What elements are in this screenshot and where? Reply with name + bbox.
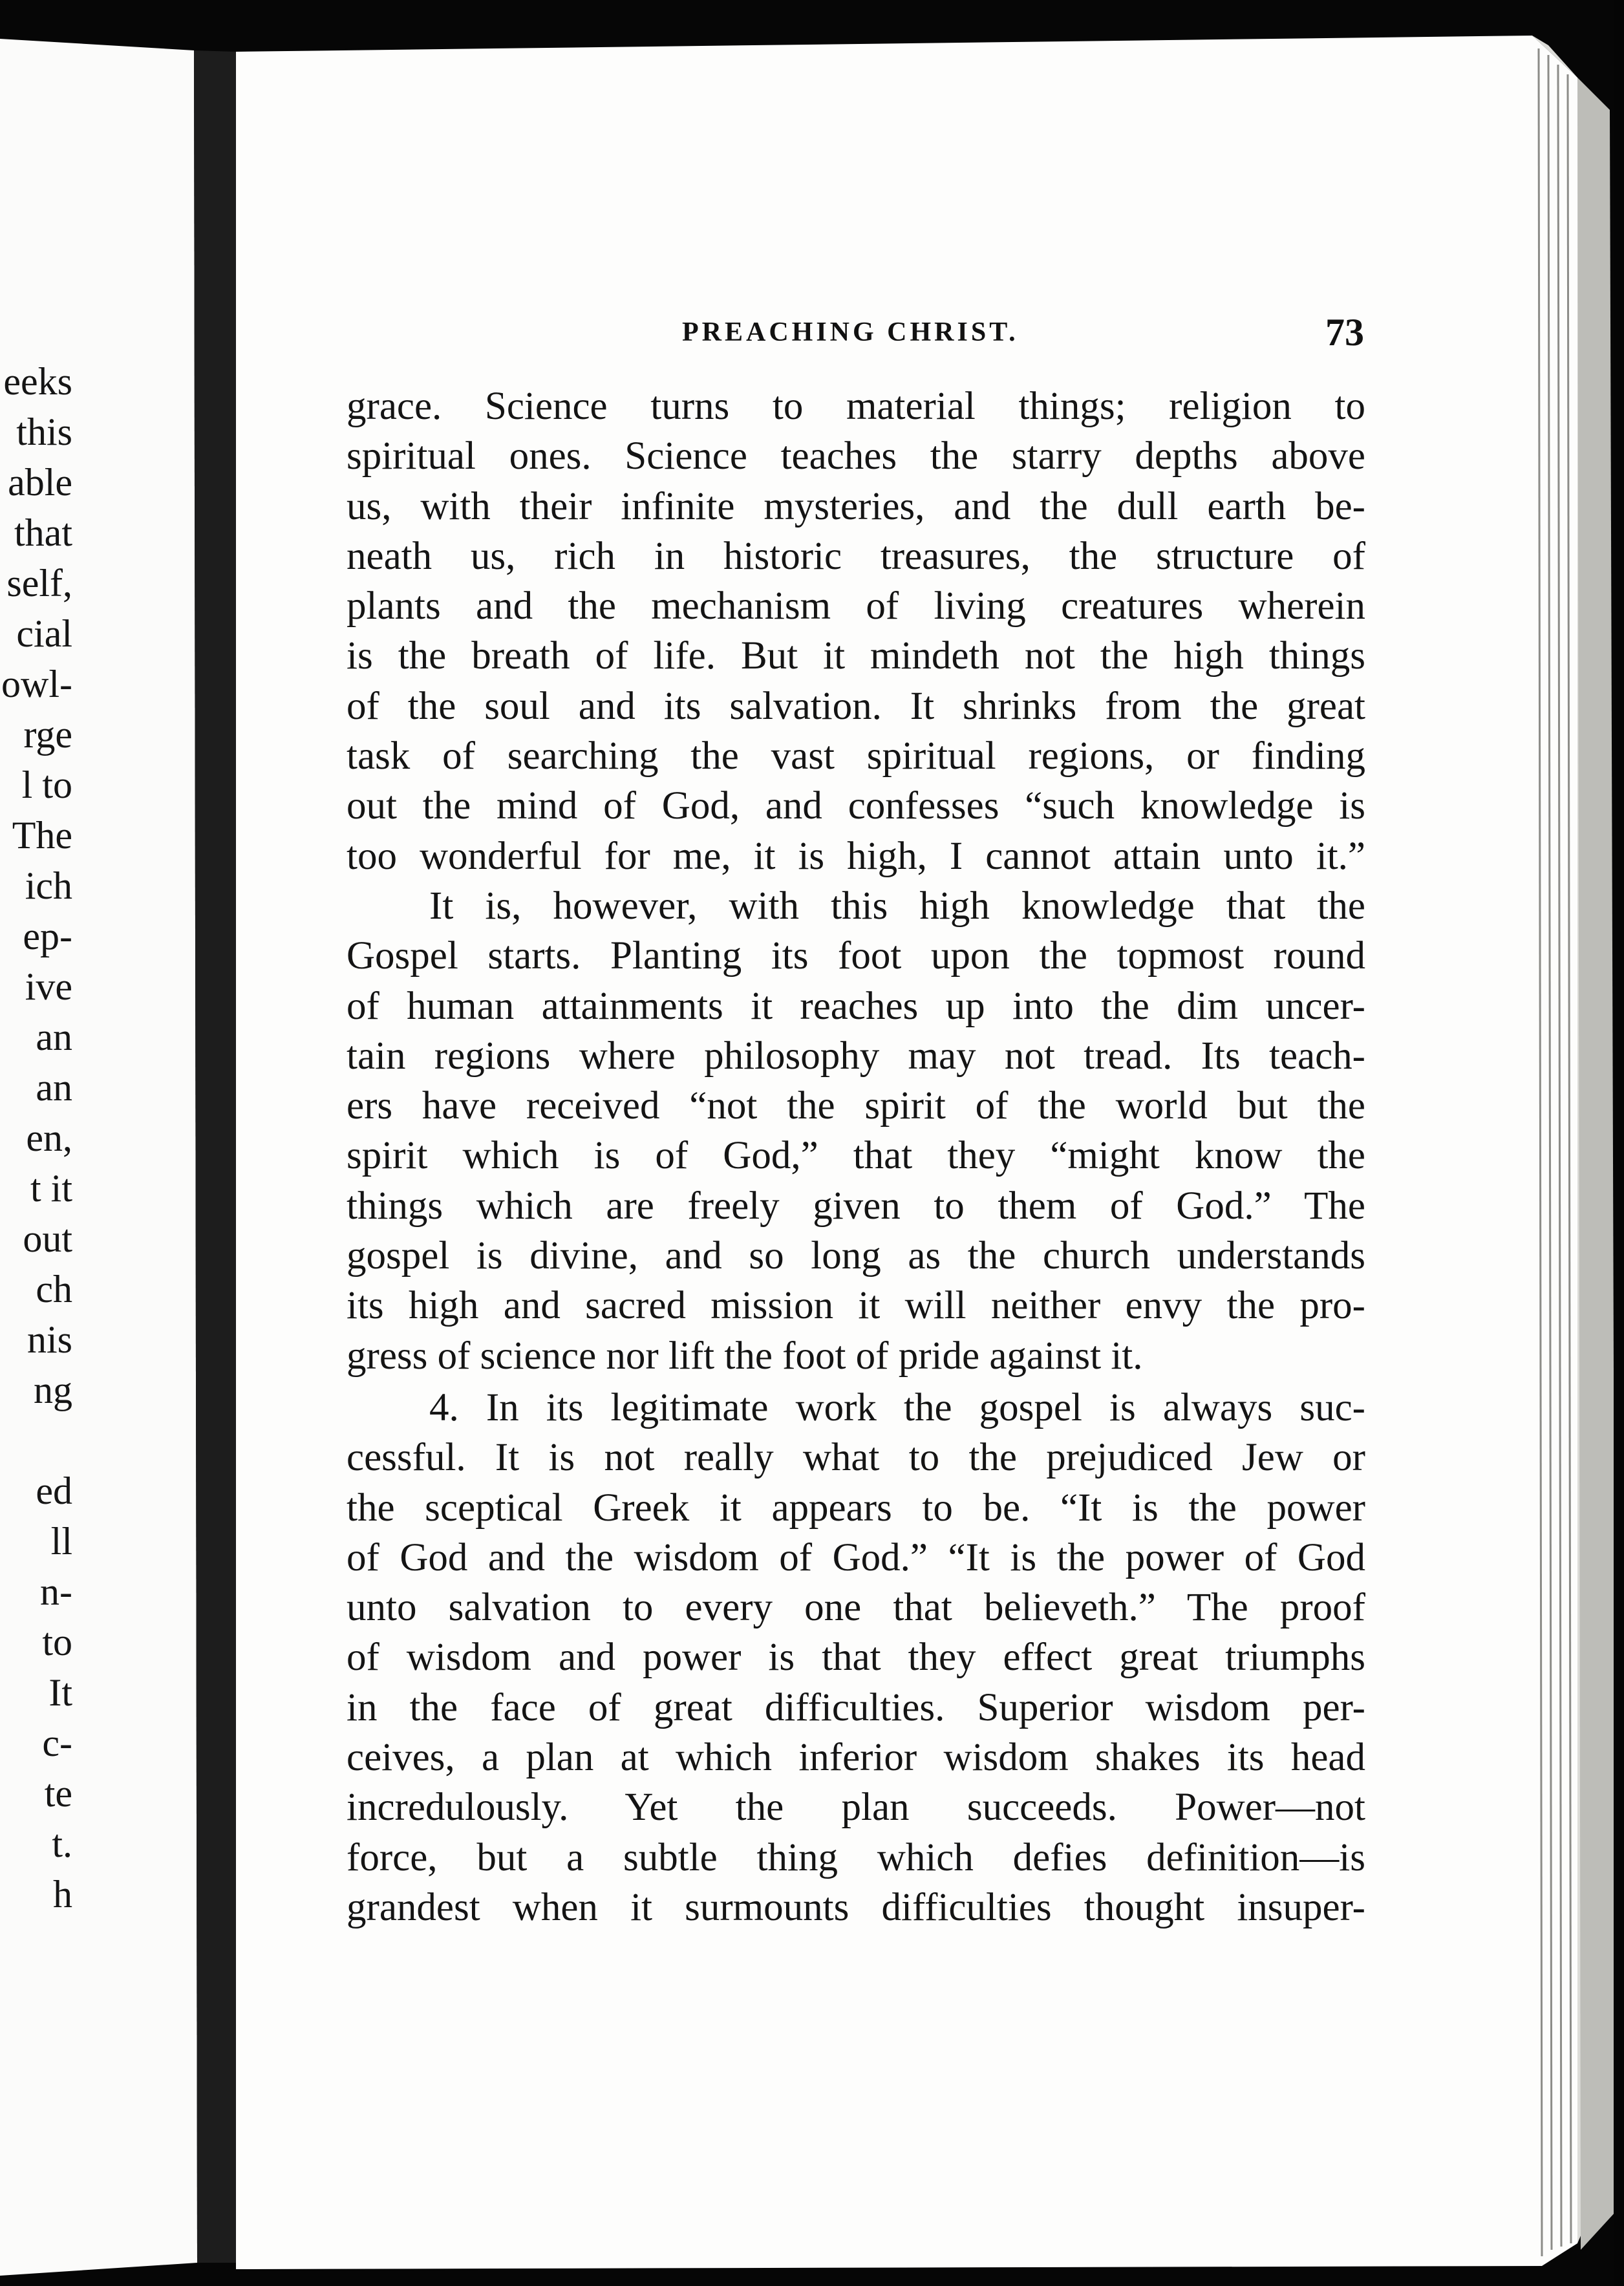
text-line: grace. Science turns to material things; religion to (347, 385, 1365, 428)
fragment: an (36, 1016, 72, 1058)
text-line: its high and sacred mission it will neither envy the pro- (347, 1284, 1365, 1328)
text-line: incredulously. Yet the plan succeeds. Power—not (347, 1786, 1365, 1830)
running-head: PREACHING CHRIST. (682, 317, 1019, 347)
text-line: Gospel starts. Planting its foot upon the topmost round (347, 934, 1365, 978)
text-line: spiritual ones. Science teaches the starry depths above (347, 434, 1365, 478)
body-text (347, 381, 1365, 1932)
fragment: t it (30, 1167, 72, 1210)
fragment: ng (34, 1369, 72, 1411)
text-line: grandest when it surmounts difficulties thought insuper- (347, 1885, 1365, 1929)
text-line: things which are freely given to them of God.” The (347, 1184, 1365, 1228)
text-line: of the soul and its salvation. It shrinks from the great (347, 684, 1365, 728)
text-line: of human attainments it reaches up into the dim uncer- (347, 984, 1365, 1028)
fragment: ed (36, 1469, 72, 1512)
text-line: neath us, rich in historic treasures, the structure of (347, 534, 1365, 578)
text-line: cessful. It is not really what to the prejudiced Jew or (347, 1436, 1365, 1480)
text-line: gospel is divine, and so long as the church understands (347, 1234, 1365, 1278)
fragment: that (14, 511, 72, 554)
fragment: en, (26, 1116, 72, 1159)
text-line: too wonderful for me, it is high, I cannot attain unto it.” (347, 834, 1365, 878)
fragment: t. (52, 1822, 72, 1865)
text-line: force, but a subtle thing which defies definition—is (347, 1835, 1365, 1879)
text-line: 4. In its legitimate work the gospel is always suc- (429, 1385, 1365, 1429)
text-line: of wisdom and power is that they effect great triumphs (347, 1636, 1365, 1680)
text-line: task of searching the vast spiritual regions, or finding (347, 734, 1365, 778)
fragment: nis (27, 1318, 72, 1361)
fragment: this (16, 411, 72, 453)
fragment: l to (21, 764, 72, 806)
fragment: an (36, 1066, 72, 1109)
fragment: c- (42, 1722, 72, 1764)
fragment: rge (23, 713, 72, 756)
text-line: out the mind of God, and confesses “such knowledge is (347, 784, 1365, 828)
fragment: able (8, 461, 72, 504)
paragraph (347, 1383, 1365, 1932)
text-line: us, with their infinite mysteries, and the dull earth be- (347, 484, 1365, 528)
text-line: ceives, a plan at which inferior wisdom shakes its head (347, 1736, 1365, 1780)
fragment: self, (6, 562, 72, 604)
fragment: to (42, 1621, 72, 1663)
fragment: The (12, 814, 72, 857)
fragment: ive (25, 965, 72, 1008)
page-header (349, 310, 1364, 362)
fragment: cial (16, 612, 72, 655)
paragraph (347, 881, 1365, 1381)
fragment: It (48, 1671, 72, 1714)
paragraph (347, 381, 1365, 881)
text-line: the sceptical Greek it appears to be. “It is the power (347, 1486, 1365, 1530)
text-line: plants and the mechanism of living creatures wherein (347, 584, 1365, 628)
text-line: unto salvation to every one that believeth.” The proof (347, 1586, 1365, 1630)
text-line: It is, however, with this high knowledge that the (429, 884, 1365, 928)
text-line: spirit which is of God,” that they “might know the (347, 1134, 1365, 1178)
text-line: is the breath of life. But it mindeth not the high things (347, 634, 1365, 678)
fragment: h (53, 1873, 72, 1916)
fragment: owl- (1, 663, 72, 705)
fragment: ich (25, 864, 72, 907)
fragment: ch (36, 1268, 72, 1310)
fragment: ep- (23, 915, 72, 957)
text-line: of God and the wisdom of God.” “It is the power of God (347, 1535, 1365, 1579)
fragment: ll (50, 1520, 72, 1563)
fragment: out (23, 1217, 72, 1260)
page-number: 73 (1325, 311, 1364, 354)
text-line: tain regions where philosophy may not tread. Its teach- (347, 1034, 1365, 1078)
text-line: in the face of great difficulties. Superior wisdom per- (347, 1685, 1365, 1729)
fragment: te (44, 1772, 72, 1815)
text-line: gress of science nor lift the foot of pride against it. (347, 1334, 1143, 1378)
fragment: n- (40, 1570, 72, 1613)
text-line: ers have received “not the spirit of the world but the (347, 1084, 1365, 1128)
fragment: eeks (3, 360, 72, 403)
